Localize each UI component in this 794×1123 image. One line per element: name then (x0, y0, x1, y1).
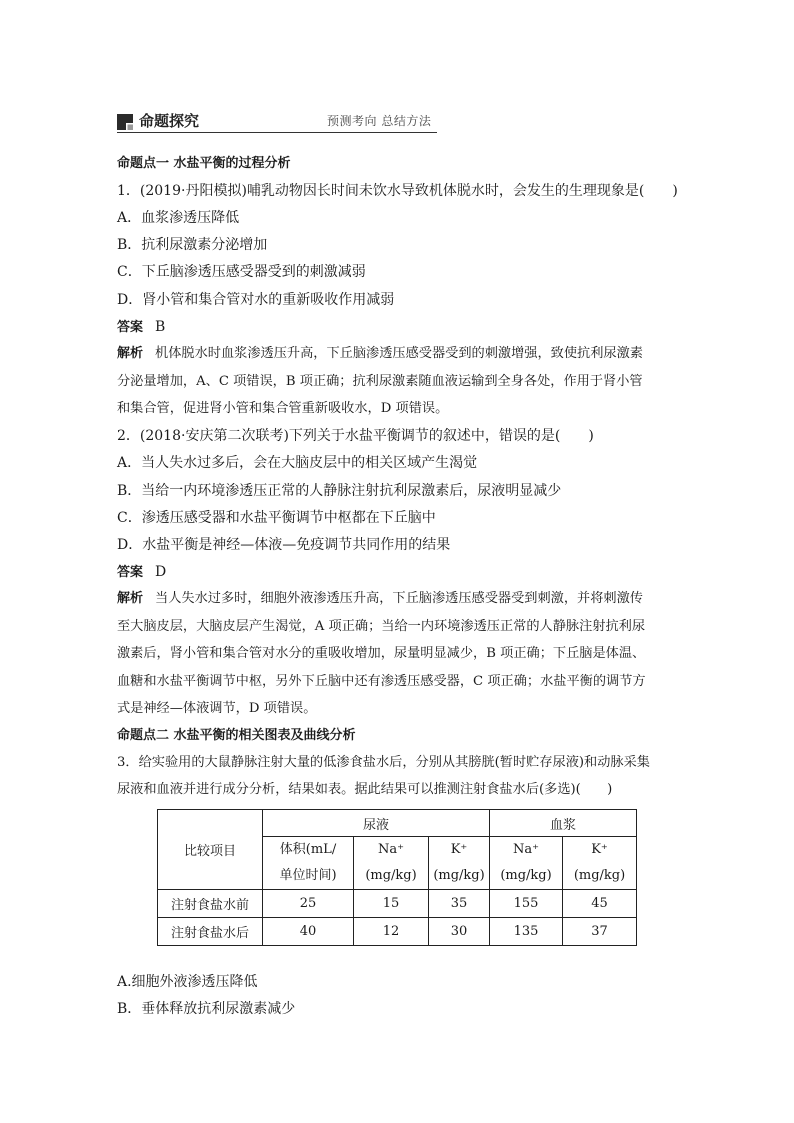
q2-analysis-line-5: 式是神经—体液调节，D 项错误。 (117, 701, 317, 716)
table-cell: 135 (490, 918, 563, 946)
subheader-line: K⁺ (450, 842, 468, 857)
table-cell: 25 (263, 890, 354, 918)
q2-analysis-line-3: 激素后，肾小管和集合管对水分的重吸收增加，尿量明显减少，B 项正确；下丘脑是体温、 (117, 646, 646, 661)
table-row (158, 890, 637, 918)
answer-value: D (155, 564, 167, 580)
q1-analysis-line-1 (117, 345, 643, 363)
table-corner-cell: 比较项目 (158, 810, 263, 890)
q1-option-a: A．血浆渗透压降低 (117, 210, 240, 226)
section-header (117, 111, 437, 133)
section-subtitle: 预测考向 总结方法 (327, 114, 432, 128)
subheader-line: K⁺ (591, 842, 608, 857)
table-subheader (490, 837, 563, 890)
q2-analysis-line-1 (117, 590, 643, 608)
subheader-line: (mg/kg) (573, 868, 626, 883)
subheader-line: 单位时间) (279, 868, 337, 883)
q2-answer (117, 563, 166, 582)
subheader-line: (mg/kg) (365, 868, 417, 883)
row-label: 注射食盐水前 (158, 890, 263, 918)
q3-option-a: A.细胞外液渗透压降低 (117, 974, 258, 990)
q2-option-b: B．当给一内环境渗透压正常的人静脉注射抗利尿激素后，尿液明显减少 (117, 483, 562, 499)
subheader-line: 体积(mL/ (279, 842, 337, 857)
q2-option-d: D．水盐平衡是神经—体液—免疫调节共同作用的结果 (117, 537, 451, 553)
header-rule (117, 132, 437, 133)
q2-option-a: A．当人失水过多后，会在大脑皮层中的相关区域产生渴觉 (117, 455, 478, 471)
point-2-title: 命题点二 水盐平衡的相关图表及曲线分析 (117, 728, 356, 743)
point-1-title: 命题点一 水盐平衡的过程分析 (117, 156, 291, 171)
table-row (158, 918, 637, 946)
table-subheader (354, 837, 429, 890)
section-title: 命题探究 (139, 112, 200, 130)
q2-analysis-line-2: 至大脑皮层，大脑皮层产生渴觉，A 项正确；当给一内环境渗透压正常的人静脉注射抗利尿 (117, 619, 646, 634)
table-group-urine: 尿液 (263, 810, 490, 837)
table-cell: 15 (354, 890, 429, 918)
row-label: 注射食盐水后 (158, 918, 263, 946)
q3-stem-line-2: 尿液和血液并进行成分分析，结果如表。据此结果可以推测注射食盐水后(多选)( ) (117, 782, 613, 797)
q3-stem-line-1: 3．给实验用的大鼠静脉注射大量的低渗食盐水后，分别从其膀胱(暂时贮存尿液)和动脉采集 (117, 755, 650, 770)
table-cell: 12 (354, 918, 429, 946)
table-subheader (563, 837, 637, 890)
q1-option-b: B．抗利尿激素分泌增加 (117, 237, 268, 253)
answer-value: B (155, 319, 166, 335)
table-cell: 45 (563, 890, 637, 918)
q1-option-c: C．下丘脑渗透压感受器受到的刺激减弱 (117, 264, 366, 280)
table-cell: 30 (429, 918, 490, 946)
section-square-icon (117, 114, 133, 130)
q1-option-d: D．肾小管和集合管对水的重新吸收作用减弱 (117, 292, 395, 308)
q2-option-c: C．渗透压感受器和水盐平衡调节中枢都在下丘脑中 (117, 510, 436, 526)
q1-answer (117, 318, 165, 337)
subheader-line: Na⁺ (378, 842, 404, 857)
answer-label: 答案 (117, 565, 144, 580)
subheader-line: (mg/kg) (433, 868, 485, 883)
analysis-label: 解析 (117, 346, 144, 361)
analysis-label: 解析 (117, 591, 144, 606)
table-cell: 37 (563, 918, 637, 946)
q3-data-table (157, 809, 637, 946)
table-cell: 155 (490, 890, 563, 918)
q1-stem: 1．(2019·丹阳模拟)哺乳动物因长时间未饮水导致机体脱水时，会发生的生理现象是( ) (117, 183, 678, 199)
subheader-line: (mg/kg) (500, 868, 552, 883)
table-subheader (429, 837, 490, 890)
answer-label: 答案 (117, 320, 144, 335)
analysis-text: 机体脱水时血浆渗透压升高，下丘脑渗透压感受器受到的刺激增强，致使抗利尿激素 (155, 346, 643, 361)
q1-analysis-line-2: 分泌量增加，A、C 项错误，B 项正确；抗利尿激素随血液运输到全身各处，作用于肾小管 (117, 374, 643, 389)
table-group-plasma: 血浆 (490, 810, 637, 837)
table-cell: 35 (429, 890, 490, 918)
q3-option-b: B．垂体释放抗利尿激素减少 (117, 1001, 296, 1017)
table-subheader (263, 837, 354, 890)
q2-stem: 2．(2018·安庆第二次联考)下列关于水盐平衡调节的叙述中，错误的是( ) (117, 428, 594, 444)
analysis-text: 当人失水过多时，细胞外液渗透压升高，下丘脑渗透压感受器受到刺激，并将刺激传 (155, 591, 643, 606)
table-cell: 40 (263, 918, 354, 946)
subheader-line: Na⁺ (513, 842, 539, 857)
q1-analysis-line-3: 和集合管，促进肾小管和集合管重新吸收水，D 项错误。 (117, 401, 449, 416)
q2-analysis-line-4: 血糖和水盐平衡调节中枢，另外下丘脑中还有渗透压感受器，C 项正确；水盐平衡的调节方 (117, 674, 646, 689)
